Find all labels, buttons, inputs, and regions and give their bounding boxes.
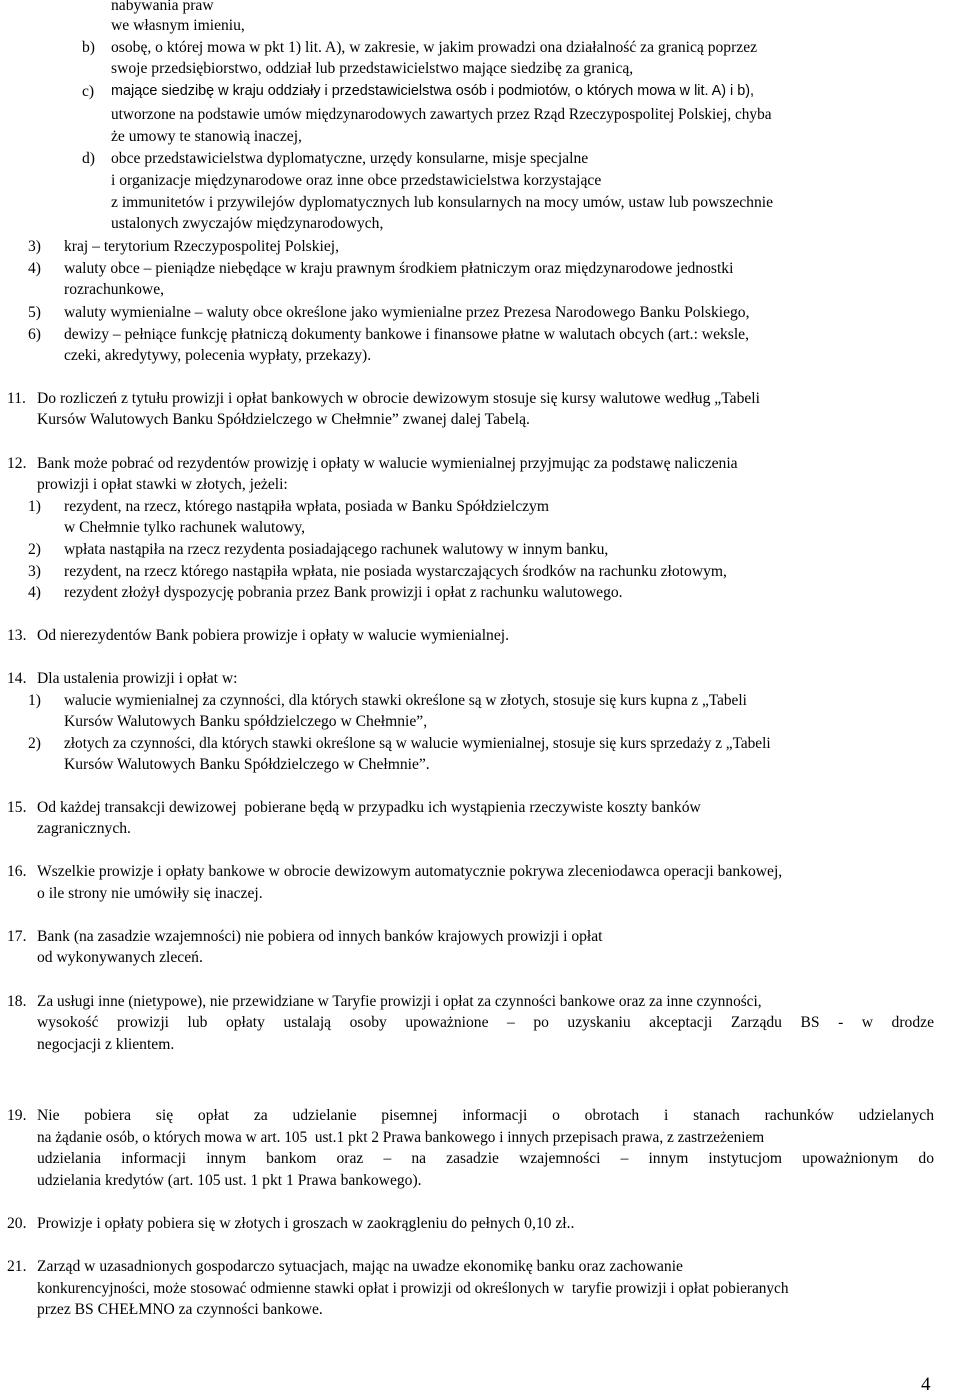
text-line: konkurencyjności, może stosować odmienne stawki opłat i prowizji od określonych w taryfie prowizji i opłat pobieranych (37, 1280, 789, 1297)
text-line: we własnym imieniu, (111, 17, 245, 34)
section-number: 18. (7, 993, 27, 1010)
text-line: złotych za czynności, dla których stawki określone są w walucie wymienialnej, stosuje się kurs sprzedaży z „Tabeli (64, 735, 771, 752)
list-label: 3) (28, 563, 41, 580)
list-label: 2) (28, 735, 41, 752)
text-line: ustalonych zwyczajów międzynarodowych, (111, 215, 384, 232)
text-line: Dla ustalenia prowizji i opłat w: (37, 670, 238, 687)
section-number: 21. (7, 1258, 27, 1275)
text-line: Do rozliczeń z tytułu prowizji i opłat bankowych w obrocie dewizowym stosuje się kursy walutowe według „Tabeli (37, 390, 760, 407)
text-line: rezydent, na rzecz którego nastąpiła wpłata, nie posiada wystarczających środków na rachunku złotowym, (64, 563, 727, 580)
text-line: Zarząd w uzasadnionych gospodarczo sytuacjach, mając na uwadze ekonomikę banku oraz zachowanie (37, 1258, 683, 1275)
text-line: prowizji i opłat stawki w złotych, jeżeli: (37, 476, 288, 493)
list-label: d) (82, 150, 95, 167)
section-number: 12. (7, 455, 27, 472)
text-line: Wszelkie prowizje i opłaty bankowe w obrocie dewizowym automatycznie pokrywa zleceniodawca operacji bankowej, (37, 863, 783, 880)
list-label: 5) (28, 304, 41, 321)
text-line: nabywania praw (111, 0, 214, 14)
text-line: mające siedzibę w kraju oddziały i przedstawicielstwa osób i podmiotów, o których mowa w lit. A) i b), (111, 83, 755, 99)
text-line: osobę, o której mowa w pkt 1) lit. A), w zakresie, w jakim prowadzi ona działalność za granicą poprzez (111, 39, 758, 56)
text-line: udzielania informacji innym bankom oraz – na zasadzie wzajemności – innym instytucjom upoważnionym do (37, 1150, 934, 1167)
page-number: 4 (921, 1374, 931, 1395)
text-line: przez BS CHEŁMNO za czynności bankowe. (37, 1301, 323, 1318)
text-line: Bank może pobrać od rezydentów prowizję i opłaty w walucie wymienialnej przyjmując za podstawę naliczenia (37, 455, 738, 472)
text-line: rezydent, na rzecz, którego nastąpiła wpłata, posiada w Banku Spółdzielczym (64, 498, 549, 515)
section-number: 13. (7, 627, 27, 644)
text-line: walucie wymienialnej za czynności, dla których stawki określone są w złotych, stosuje się kurs kupna z „Tabeli (64, 692, 747, 709)
text-line: Bank (na zasadzie wzajemności) nie pobiera od innych banków krajowych prowizji i opłat (37, 928, 603, 945)
text-line: udzielania kredytów (art. 105 ust. 1 pkt 1 Prawa bankowego). (37, 1172, 422, 1189)
text-line: w Chełmnie tylko rachunek walutowy, (64, 519, 306, 536)
text-line: wpłata nastąpiła na rzecz rezydenta posiadającego rachunek walutowy w innym banku, (64, 541, 609, 558)
text-line: z immunitetów i przywilejów dyplomatycznych lub konsularnych na mocy umów, ustaw lub powszechnie (111, 194, 774, 211)
section-number: 19. (7, 1107, 27, 1124)
text-line: negocjacji z klientem. (37, 1036, 175, 1053)
text-line: że umowy te stanowią inaczej, (111, 128, 302, 145)
text-line: Od nierezydentów Bank pobiera prowizje i opłaty w walucie wymienialnej. (37, 627, 509, 644)
text-line: waluty obce – pieniądze niebędące w kraju prawnym środkiem płatniczym oraz międzynarodowe jednostki (64, 260, 734, 277)
text-line: od wykonywanych zleceń. (37, 949, 203, 966)
text-line: Kursów Walutowych Banku Spółdzielczego w Chełmnie”. (64, 756, 430, 773)
section-number: 17. (7, 928, 27, 945)
text-line: zagranicznych. (37, 820, 131, 837)
list-label: 4) (28, 584, 41, 601)
section-number: 14. (7, 670, 27, 687)
text-line: o ile strony nie umówiły się inaczej. (37, 885, 263, 902)
text-line: kraj – terytorium Rzeczypospolitej Polskiej, (64, 238, 339, 255)
text-line: obce przedstawicielstwa dyplomatyczne, urzędy konsularne, misje specjalne (111, 150, 589, 167)
text-line: na żądanie osób, o których mowa w art. 105 ust.1 pkt 2 Prawa bankowego i innych przepisach prawa, z zastrzeżeniem (37, 1129, 765, 1146)
list-label: b) (82, 39, 95, 56)
list-label: 2) (28, 541, 41, 558)
list-label: c) (82, 83, 95, 100)
list-label: 1) (28, 692, 41, 709)
text-line: Za usługi inne (nietypowe), nie przewidziane w Taryfie prowizji i opłat za czynności bankowe oraz za inne czynności, (37, 993, 762, 1010)
text-line: rozrachunkowe, (64, 281, 165, 298)
text-line: Nie pobiera się opłat za udzielanie pisemnej informacji o obrotach i stanach rachunków udzielanych (37, 1107, 934, 1124)
text-line: Prowizje i opłaty pobiera się w złotych i groszach w zaokrągleniu do pełnych 0,10 zł.. (37, 1215, 575, 1232)
text-line: wysokość prowizji lub opłaty ustalają osoby upoważnione – po uzyskaniu akceptacji Zarządu BS - w drodze (37, 1014, 934, 1031)
list-label: 1) (28, 498, 41, 515)
text-line: Kursów Walutowych Banku spółdzielczego w Chełmnie”, (64, 713, 428, 730)
text-line: czeki, akredytywy, polecenia wypłaty, przekazy). (64, 347, 372, 364)
list-label: 3) (28, 238, 41, 255)
section-number: 15. (7, 799, 27, 816)
text-line: utworzone na podstawie umów międzynarodowych zawartych przez Rząd Rzeczypospolitej Polskiej, chyba (111, 106, 772, 123)
text-line: Kursów Walutowych Banku Spółdzielczego w Chełmnie” zwanej dalej Tabelą. (37, 411, 530, 428)
text-line: rezydent złożył dyspozycję pobrania przez Bank prowizji i opłat z rachunku walutowego. (64, 584, 623, 601)
text-line: Od każdej transakcji dewizowej pobierane będą w przypadku ich wystąpienia rzeczywiste koszty banków (37, 799, 701, 816)
list-label: 4) (28, 260, 41, 277)
section-number: 20. (7, 1215, 27, 1232)
list-label: 6) (28, 326, 41, 343)
section-number: 16. (7, 863, 27, 880)
section-number: 11. (7, 390, 26, 407)
text-line: dewizy – pełniące funkcję płatniczą dokumenty bankowe i finansowe płatne w walutach obcych (art.: weksle, (64, 326, 750, 343)
text-line: waluty wymienialne – waluty obce określone jako wymienialne przez Prezesa Narodowego Banku Polskiego, (64, 304, 750, 321)
text-line: swoje przedsiębiorstwo, oddział lub przedstawicielstwo mające siedzibę za granicą, (111, 60, 634, 77)
text-line: i organizacje międzynarodowe oraz inne obce przedstawicielstwa korzystające (111, 172, 602, 189)
